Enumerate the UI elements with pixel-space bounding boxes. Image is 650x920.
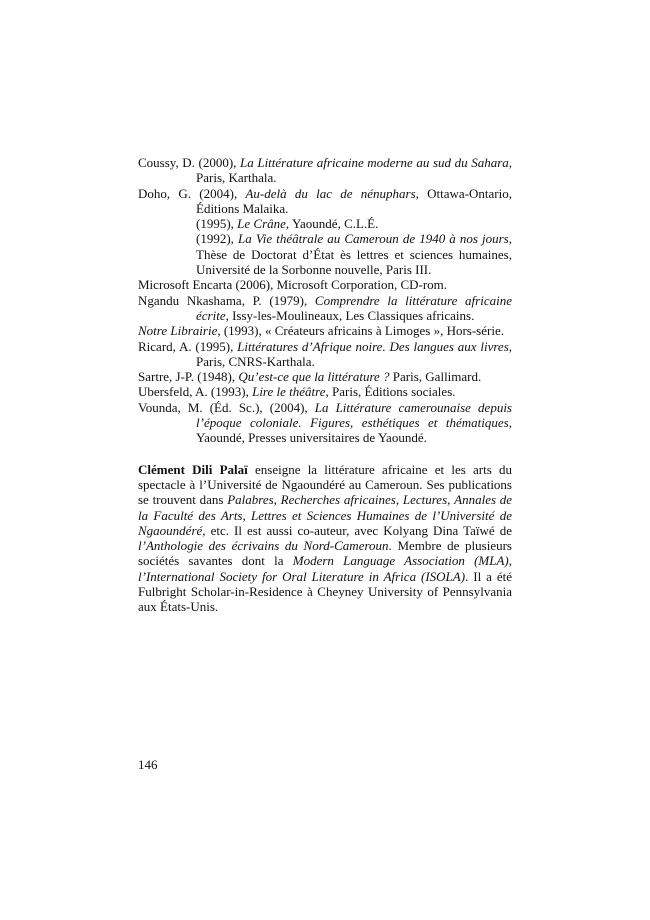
italic-title: Annales de la Faculté des Arts, Lettres et Sciences Humaines de l’Université de Ngaoundéré	[138, 492, 513, 538]
text-run: Ricard, A. (1995),	[138, 338, 238, 354]
text-run: , Ottawa-Ontario, Éditions Malaika.	[196, 185, 512, 216]
text-run: . Il a été Fulbright Scholar-in-Residence à Cheyney University of Pennsylvania aux États-Unis.	[138, 568, 512, 615]
text-run: , Thèse de Doctorat d’État ès lettres et sciences humaines, Université de la Sorbonne nouvelle, Paris III.	[196, 231, 512, 278]
bibliography	[138, 155, 512, 446]
text-run: Coussy, D. (2000),	[138, 155, 241, 170]
text-run: Ngandu Nkashama, P. (1979),	[138, 292, 315, 308]
reference-entry	[138, 186, 512, 217]
author-biography	[138, 462, 512, 615]
reference-entry	[138, 339, 512, 370]
reference-entry	[138, 231, 512, 277]
text-run: Doho, G. (2004),	[138, 185, 246, 201]
text-run: (1992),	[196, 231, 238, 247]
text-run: ,	[395, 492, 403, 508]
page-number: 146	[138, 757, 158, 772]
italic-title: Comprendre la littérature africaine écrite	[196, 292, 512, 323]
text-block	[138, 155, 512, 628]
text-run: , Paris, Karthala.	[196, 155, 513, 186]
italic-title: Modern Language Association (MLA), l’International Society for Oral Literature in Africa (ISOLA)	[138, 553, 513, 584]
reference-entry	[138, 293, 512, 324]
text-run: enseigne la littérature africaine et les arts du spectacle à l’Université de Ngaoundéré au Cameroun. Ses publications se trouvent dans	[138, 461, 512, 508]
italic-title: Lectures	[402, 492, 448, 508]
reference-entry	[138, 400, 512, 446]
italic-title: Au-delà du lac de nénuphars	[245, 185, 416, 201]
reference-entry	[138, 323, 512, 338]
italic-title: Palabres	[227, 492, 274, 508]
reference-entry	[138, 216, 512, 231]
italic-title: Littératures d’Afrique noire. Des langues aux livres	[237, 338, 509, 354]
text-run: , Issy-les-Moulineaux, Les Classiques africains.	[225, 307, 475, 323]
italic-title: Recherches africaines	[280, 492, 396, 508]
reference-entry	[138, 277, 512, 292]
text-run: , etc. Il est aussi co-auteur, avec Kolyang Dina Taïwé de	[202, 522, 512, 538]
italic-title: Qu’est-ce que la littérature ?	[238, 369, 390, 385]
text-run: , Yaoundé, C.L.É.	[285, 216, 379, 232]
text-run: (1995),	[196, 216, 238, 232]
reference-entry	[138, 384, 512, 399]
text-run: Microsoft Encarta (2006), Microsoft Corporation, CD-rom.	[138, 277, 448, 293]
text-run: Vounda, M. (Éd. Sc.), (2004),	[138, 399, 315, 415]
text-run: , Paris, Éditions sociales.	[325, 384, 456, 400]
text-run: Ubersfeld, A. (1993),	[138, 384, 253, 400]
text-run: Paris, Gallimard.	[389, 369, 482, 385]
text-run: ,	[273, 492, 281, 508]
italic-title: Le Crâne	[237, 216, 286, 232]
text-run: ,	[447, 492, 455, 508]
reference-entry	[138, 369, 512, 384]
author-name: Clément Dili Palaï	[138, 461, 248, 477]
text-run: Sartre, J-P. (1948),	[138, 369, 239, 385]
text-run: . Membre de plusieurs sociétés savantes dont la	[138, 538, 512, 569]
reference-entry	[138, 155, 512, 186]
italic-title: La Vie théâtrale au Cameroun de 1940 à nos jours	[238, 231, 509, 247]
italic-title: La Littérature africaine moderne au sud du Sahara	[240, 155, 509, 170]
text-run: (1993), « Créateurs africains à Limoges », Hors-série.	[220, 323, 504, 339]
text-run: , Yaoundé, Presses universitaires de Yaoundé.	[196, 415, 512, 446]
italic-title: Notre Librairie,	[138, 323, 221, 339]
text-run: , Paris, CNRS-Karthala.	[196, 338, 513, 369]
italic-title: Lire le théâtre	[252, 384, 326, 400]
italic-title: La Littérature camerounaise depuis l’époque coloniale. Figures, esthétiques et thématiques	[196, 399, 512, 431]
italic-title: l’Anthologie des écrivains du Nord-Cameroun	[138, 538, 389, 554]
